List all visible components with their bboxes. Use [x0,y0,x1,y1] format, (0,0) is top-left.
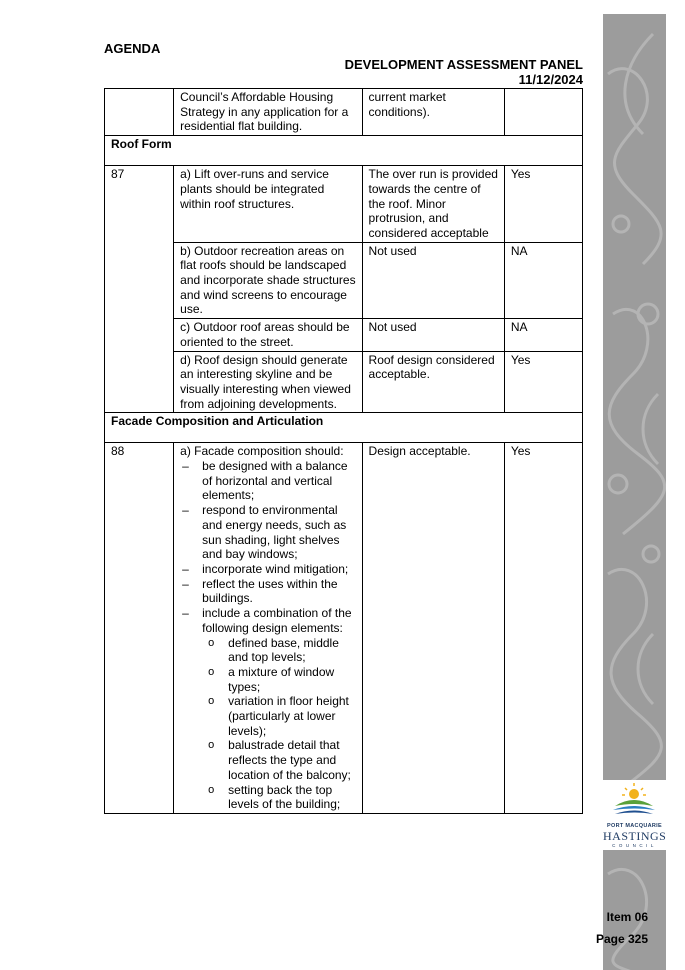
logo-emblem-icon [603,780,666,822]
table-cell: Council’s Affordable Housing Strategy in any application for a residential flat building. [174,89,362,136]
circle-bullet: o [208,636,215,649]
list-item: – incorporate wind mitigation; [182,561,349,576]
list-item: – reflect the uses within the buildings. [182,576,338,606]
list-item: – be designed with a balance of horizontal and vertical elements; [182,459,348,503]
table-cell [504,89,582,136]
dash-bullet: – [182,576,189,591]
table-row [105,319,583,351]
table-cell: a) Lift over-runs and service plants should be integrated within roof structures. [174,166,362,243]
compliance-cell: Yes [504,351,582,413]
table-cell [105,89,174,136]
table-row [105,89,583,136]
circle-bullet: o [208,665,215,678]
circle-bullet: o [208,783,215,796]
list-item: – include a combination of the following design elements: [182,606,352,635]
facade-intro: a) Facade composition should: [180,444,344,459]
circle-bullet: o [208,695,215,708]
clause-number: 87 [105,166,174,413]
item-number: Item 06 [606,910,648,924]
table-cell: Design acceptable. [362,443,504,814]
circle-bullet: o [208,739,215,752]
dash-bullet: – [182,503,189,518]
section-heading: Roof Form [105,136,583,166]
table-row [105,351,583,413]
table-row [105,443,583,814]
dash-bullet: – [182,606,189,621]
logo-text-port-macquarie: PORT MACQUARIE [607,823,662,829]
assessment-table [104,88,583,814]
sub-list-item: o variation in floor height (particularly at lower levels); [208,694,349,738]
section-row-roof-form [105,136,583,166]
list-item: – respond to environmental and energy needs, such as sun shading, light shelves and bay windows; [182,503,347,562]
sub-list-item: o defined base, middle and top levels; [208,635,339,665]
logo-text-council: COUNCIL [612,843,657,848]
table-cell: d) Roof design should generate an interesting skyline and be visually interesting when viewed from adjoining developments. [174,351,362,413]
compliance-cell: NA [504,319,582,351]
table-cell: The over run is provided towards the centre of the roof. Minor protrusion, and considered acceptable [362,166,504,243]
table-cell: Not used [362,242,504,319]
council-logo [603,780,666,850]
agenda-heading: AGENDA [104,41,161,56]
clause-number: 88 [105,443,174,814]
section-heading: Facade Composition and Articulation [105,413,583,443]
panel-heading: DEVELOPMENT ASSESSMENT PANEL [344,57,583,72]
compliance-cell: Yes [504,443,582,814]
table-row [105,242,583,319]
section-row-facade [105,413,583,443]
compliance-cell: NA [504,242,582,319]
sub-list-item: o balustrade detail that reflects the type and location of the balcony; [208,738,351,782]
table-row [105,166,583,243]
dash-bullet: – [182,561,189,576]
table-cell: b) Outdoor recreation areas on flat roofs should be landscaped and incorporate shade structures and wind screens to encourage use. [174,242,362,319]
table-cell: Not used [362,319,504,351]
meeting-date: 11/12/2024 [518,72,583,87]
facade-requirements-cell [174,443,362,814]
table-cell: current market conditions). [362,89,504,136]
table-cell: c) Outdoor roof areas should be oriented to the street. [174,319,362,351]
page-number: Page 325 [595,932,648,946]
sub-list-item: o setting back the top levels of the building; [208,782,341,812]
table-cell: Roof design considered acceptable. [362,351,504,413]
compliance-cell: Yes [504,166,582,243]
sub-list-item: o a mixture of window types; [208,664,335,694]
logo-text-hastings: HASTINGS [603,829,667,843]
dash-bullet: – [182,459,189,474]
